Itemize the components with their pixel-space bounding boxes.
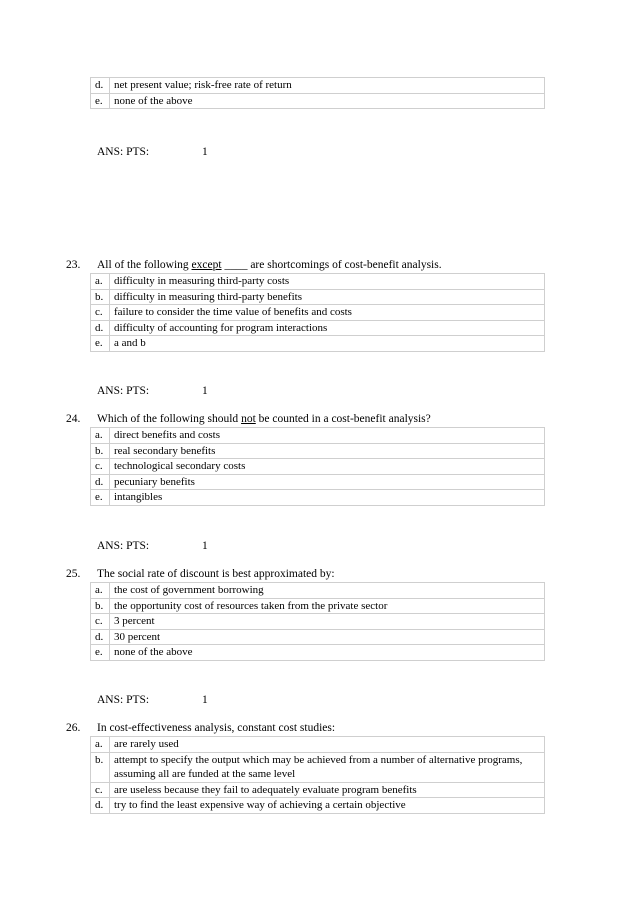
option-letter: c.	[91, 614, 110, 630]
option-letter: a.	[91, 274, 110, 290]
q23-question	[66, 258, 566, 272]
q23-option-e	[91, 336, 545, 352]
option-text: the opportunity cost of resources taken from the private sector	[110, 598, 545, 614]
option-text: difficulty in measuring third-party benefits	[110, 289, 545, 305]
q26-option-d	[91, 798, 545, 814]
q23-options-table	[90, 273, 545, 352]
q24-option-d	[91, 474, 545, 490]
option-text: are useless because they fail to adequately evaluate program benefits	[110, 782, 545, 798]
ans-label: ANS: PTS:	[97, 540, 150, 552]
q24-answer-line	[97, 539, 208, 553]
question-number: 26.	[66, 722, 81, 734]
q23-option-b	[91, 289, 545, 305]
option-text: difficulty of accounting for program interactions	[110, 320, 545, 336]
q22-options-table	[90, 77, 545, 109]
option-text: direct benefits and costs	[110, 428, 545, 444]
option-text: failure to consider the time value of benefits and costs	[110, 305, 545, 321]
pts-value: 1	[202, 540, 208, 552]
option-letter: e.	[91, 336, 110, 352]
q25-question	[66, 567, 566, 581]
q23-answer-line	[97, 384, 208, 398]
question-text-after: ____ are shortcomings of cost-benefit analysis.	[221, 259, 442, 271]
option-text: intangibles	[110, 490, 545, 506]
q24-options-table	[90, 427, 545, 506]
question-emphasis: except	[191, 259, 222, 271]
question-text-after: be counted in a cost-benefit analysis?	[255, 413, 431, 425]
q22-answer-line	[97, 145, 208, 159]
q25-option-a	[91, 583, 545, 599]
q24-option-c	[91, 459, 545, 475]
question-emphasis: not	[241, 413, 256, 425]
q26-option-b	[91, 752, 545, 782]
q25-option-e	[91, 645, 545, 661]
option-text: are rarely used	[110, 737, 545, 753]
option-text: none of the above	[110, 93, 545, 109]
q26-question	[66, 721, 566, 735]
option-text: the cost of government borrowing	[110, 583, 545, 599]
option-letter: d.	[91, 474, 110, 490]
option-text: real secondary benefits	[110, 443, 545, 459]
q25-options-table	[90, 582, 545, 661]
q26-options-table	[90, 736, 545, 814]
option-letter: b.	[91, 289, 110, 305]
option-text: try to find the least expensive way of achieving a certain objective	[110, 798, 545, 814]
ans-label: ANS: PTS:	[97, 146, 150, 158]
pts-value: 1	[202, 146, 208, 158]
q22-option-d	[91, 78, 545, 94]
option-letter: d.	[91, 78, 110, 94]
option-letter: c.	[91, 782, 110, 798]
q25-answer-line	[97, 693, 208, 707]
option-text: 3 percent	[110, 614, 545, 630]
option-text: 30 percent	[110, 629, 545, 645]
option-text: attempt to specify the output which may be achieved from a number of alternative programs, assuming all are funded at the same level	[110, 752, 545, 782]
option-letter: a.	[91, 583, 110, 599]
q26-option-c	[91, 782, 545, 798]
question-number: 23.	[66, 259, 81, 271]
q24-option-a	[91, 428, 545, 444]
option-letter: e.	[91, 490, 110, 506]
option-letter: b.	[91, 598, 110, 614]
option-letter: d.	[91, 798, 110, 814]
option-letter: d.	[91, 629, 110, 645]
option-letter: c.	[91, 305, 110, 321]
option-letter: c.	[91, 459, 110, 475]
option-text: net present value; risk-free rate of return	[110, 78, 545, 94]
option-text: technological secondary costs	[110, 459, 545, 475]
option-letter: e.	[91, 645, 110, 661]
q23-option-a	[91, 274, 545, 290]
q25-option-d	[91, 629, 545, 645]
option-text: none of the above	[110, 645, 545, 661]
pts-value: 1	[202, 694, 208, 706]
q26-option-a	[91, 737, 545, 753]
option-letter: a.	[91, 737, 110, 753]
option-text: pecuniary benefits	[110, 474, 545, 490]
option-letter: b.	[91, 752, 110, 782]
ans-label: ANS: PTS:	[97, 694, 150, 706]
q23-option-d	[91, 320, 545, 336]
option-letter: e.	[91, 93, 110, 109]
q24-option-b	[91, 443, 545, 459]
option-letter: d.	[91, 320, 110, 336]
question-text: The social rate of discount is best approximated by:	[97, 568, 335, 580]
q25-option-c	[91, 614, 545, 630]
option-text: difficulty in measuring third-party costs	[110, 274, 545, 290]
question-text-before: Which of the following should	[97, 413, 242, 425]
q22-option-e	[91, 93, 545, 109]
question-text: In cost-effectiveness analysis, constant cost studies:	[97, 722, 336, 734]
question-number: 25.	[66, 568, 81, 580]
q24-question	[66, 412, 566, 426]
question-text-before: All of the following	[97, 259, 192, 271]
option-text: a and b	[110, 336, 545, 352]
option-letter: a.	[91, 428, 110, 444]
q23-option-c	[91, 305, 545, 321]
pts-value: 1	[202, 385, 208, 397]
ans-label: ANS: PTS:	[97, 385, 150, 397]
q24-option-e	[91, 490, 545, 506]
option-letter: b.	[91, 443, 110, 459]
q25-option-b	[91, 598, 545, 614]
question-number: 24.	[66, 413, 81, 425]
